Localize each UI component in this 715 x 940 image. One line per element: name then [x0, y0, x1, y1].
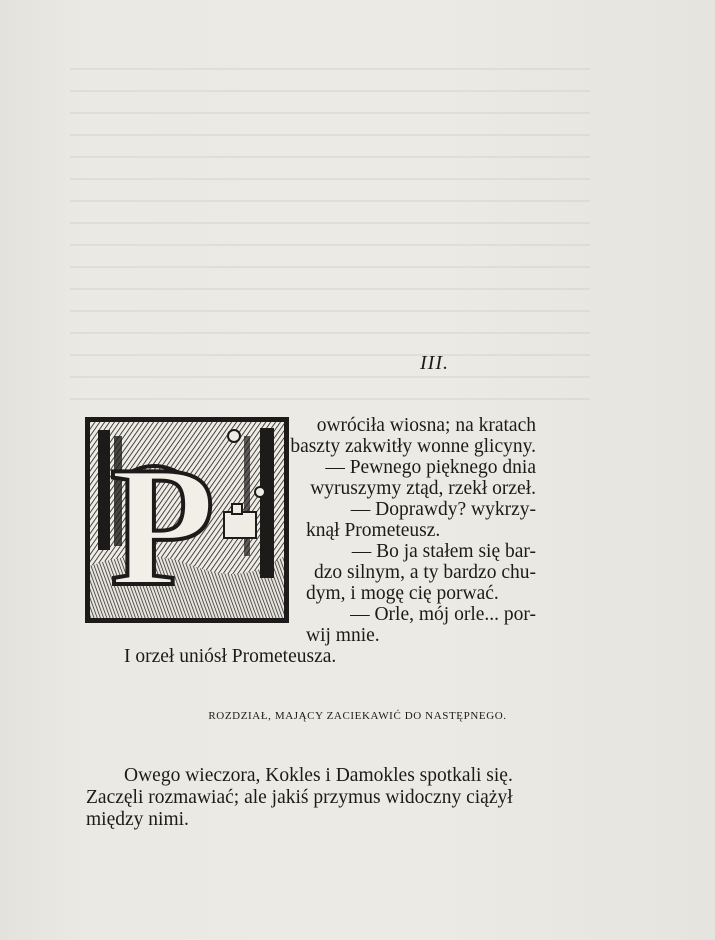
- section-heading: ROZDZIAŁ, MAJĄCY ZACIEKAWIĆ DO NASTĘPNEGO.: [208, 710, 507, 722]
- text-line: — Pewnego pięknego dnia: [325, 457, 536, 478]
- closing-line: I orzeł uniósł Prometeusza.: [124, 646, 337, 667]
- initial-letter: P: [110, 432, 216, 622]
- woodcut-illustration-icon: [84, 416, 290, 624]
- text-line: dzo silnym, a ty bardzo chu-: [313, 562, 536, 583]
- text-line: wyruszymy ztąd, rzekł orzeł.: [310, 478, 536, 499]
- text-line: baszty zakwitły wonne glicyny.: [290, 436, 536, 457]
- text-line: — Orle, mój orle... por-: [350, 604, 536, 625]
- text-line: knął Prometeusz.: [306, 520, 441, 541]
- chapter-number: III.: [420, 352, 449, 374]
- text-line: między nimi.: [86, 809, 189, 830]
- text-line: wij mnie.: [306, 625, 380, 646]
- text-line: dym, i mogę cię porwać.: [306, 583, 499, 604]
- show-through-texture: [70, 60, 590, 400]
- text-line: — Doprawdy? wykrzy-: [350, 499, 536, 520]
- text-line: owróciła wiosna; na kratach: [316, 415, 536, 436]
- decorated-initial: [84, 416, 290, 624]
- text-line: Zaczęli rozmawiać; ale jakiś przymus widoczny ciążył: [86, 787, 513, 808]
- text-line: — Bo ja stałem się bar-: [351, 541, 536, 562]
- text-line: Owego wieczora, Kokles i Damokles spotkali się.: [124, 765, 513, 786]
